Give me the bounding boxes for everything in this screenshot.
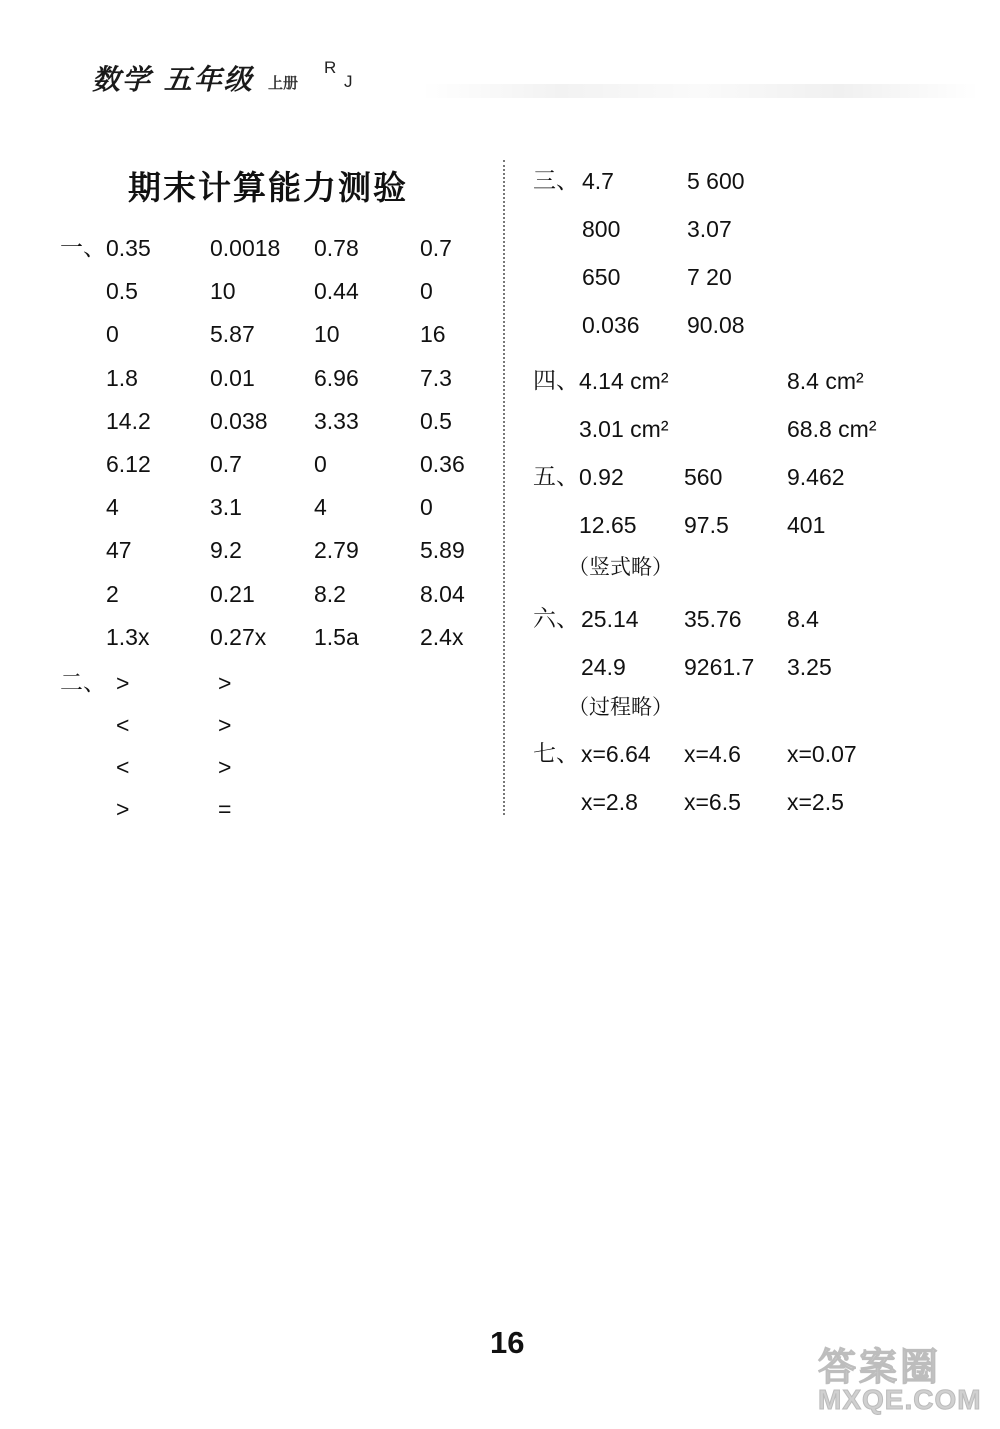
section-5-answer: 9.462 (787, 464, 845, 490)
section-5-label: 五、 (533, 464, 579, 490)
section-1-answer: 0.0018 (210, 235, 281, 261)
section-1-answer: 0.44 (314, 278, 359, 305)
section-5-answer: 97.5 (684, 512, 729, 538)
section-1-answer: 16 (420, 321, 446, 348)
section-1-answer: 8.04 (420, 580, 465, 607)
section-3-answer: 650 (582, 264, 621, 290)
section-3-answer: 800 (582, 216, 621, 242)
section-4-answer: 8.4 cm² (787, 368, 864, 394)
section-1-answer: 14.2 (106, 407, 151, 434)
section-2-answer: < (116, 754, 130, 780)
section-7-answer: x=0.07 (787, 741, 857, 767)
section-1-answer: 9.2 (210, 537, 242, 564)
section-1-answer: 4 (314, 494, 327, 521)
section-1-answer: 6.12 (106, 451, 151, 477)
section-7-label: 七、 (533, 741, 579, 767)
section-3-answer: 5 600 (687, 168, 745, 194)
section-1-answer: 2.79 (314, 537, 359, 564)
section-1-answer: 0.27x (210, 623, 267, 650)
section-1-answer: 5.87 (210, 321, 255, 348)
section-3-answer: 90.08 (687, 312, 745, 338)
section-1-answer: 1.8 (106, 364, 138, 391)
section-7-answer: x=4.6 (684, 741, 741, 767)
section-1-answer: 1.3x (106, 623, 150, 650)
page-number: 16 (490, 1325, 525, 1360)
section-1-answer: 5.89 (420, 537, 465, 564)
section-5-answer: 0.92 (579, 464, 624, 490)
section-6-answer: 8.4 (787, 606, 819, 632)
section-1-answer: 7.3 (420, 364, 452, 391)
section-3-answer: 3.07 (687, 216, 732, 242)
section-7-answer: x=6.5 (684, 789, 741, 815)
section-1-answer: 8.2 (314, 580, 346, 607)
section-4-answer: 68.8 cm² (787, 416, 877, 442)
section-6-answer: 9261.7 (684, 654, 755, 680)
section-1-answer: 1.5a (314, 623, 359, 650)
section-1-answer: 0.5 (106, 278, 138, 305)
section-1-answer: 0 (420, 494, 433, 521)
section-2-answer: > (218, 754, 232, 780)
header-scan-smudge (420, 84, 980, 98)
section-1-answer: 0.78 (314, 235, 359, 261)
section-5-answer: 560 (684, 464, 723, 490)
section-1-answer: 0.038 (210, 407, 268, 434)
section-2-answer: > (218, 670, 232, 696)
page-title: 期末计算能力测验 (128, 168, 408, 207)
section-1-answer: 0.7 (210, 451, 242, 477)
section-4-answer: 3.01 cm² (579, 416, 669, 442)
section-3-answer: 0.036 (582, 312, 640, 338)
header-edition-r: R (324, 58, 337, 77)
watermark-url: MXQE.COM (818, 1384, 982, 1415)
section-1-answer: 47 (106, 537, 132, 564)
section-4-answer: 4.14 cm² (579, 368, 669, 394)
section-6-answer: 24.9 (581, 654, 626, 680)
watermark-logo: 答案圈 (818, 1345, 942, 1389)
header-edition-j: J (344, 72, 353, 91)
section-6-answer: 25.14 (581, 606, 639, 632)
section-1-answer: 0.21 (210, 580, 255, 607)
section-1-answer: 0.35 (106, 235, 151, 261)
section-1-answer: 6.96 (314, 364, 359, 391)
section-3-answer: 4.7 (582, 168, 614, 194)
section-2-answer: < (116, 712, 130, 738)
column-divider (503, 160, 505, 815)
section-5-note: （竖式略） (568, 555, 673, 579)
section-2-answer: > (116, 670, 130, 696)
section-2-label: 二、 (60, 670, 106, 696)
section-6-label: 六、 (533, 606, 579, 632)
section-7-answer: x=2.5 (787, 789, 844, 815)
section-1-answer: 0 (420, 278, 433, 305)
section-2-answer: = (218, 796, 232, 822)
section-1-answer: 0.5 (420, 407, 452, 434)
section-1-answer: 10 (314, 321, 340, 348)
section-1-answer: 0 (314, 451, 327, 477)
section-3-answer: 7 20 (687, 264, 732, 290)
header-subject-grade: 数学 五年级 (92, 63, 254, 96)
section-2-answer: > (218, 712, 232, 738)
section-6-answer: 3.25 (787, 654, 832, 680)
section-1-answer: 3.1 (210, 494, 242, 521)
section-7-answer: x=2.8 (581, 789, 638, 815)
section-5-answer: 12.65 (579, 512, 637, 538)
section-3-label: 三、 (533, 168, 579, 194)
section-2-answer: > (116, 796, 130, 822)
section-6-answer: 35.76 (684, 606, 742, 632)
section-1-answer: 10 (210, 278, 236, 305)
header-volume: 上册 (268, 74, 299, 92)
section-1-answer: 0.7 (420, 235, 452, 261)
section-1-answer: 0.36 (420, 451, 465, 477)
section-1-answer: 0 (106, 321, 119, 348)
section-1-answer: 2.4x (420, 623, 464, 650)
section-1-answer: 0.01 (210, 364, 255, 391)
section-6-note: （过程略） (568, 695, 673, 719)
section-7-answer: x=6.64 (581, 741, 651, 767)
section-1-answer: 3.33 (314, 407, 359, 434)
section-1-answer: 2 (106, 580, 119, 607)
section-5-answer: 401 (787, 512, 826, 538)
section-1-label: 一、 (60, 235, 106, 261)
section-4-label: 四、 (533, 368, 579, 394)
section-1-answer: 4 (106, 494, 119, 521)
